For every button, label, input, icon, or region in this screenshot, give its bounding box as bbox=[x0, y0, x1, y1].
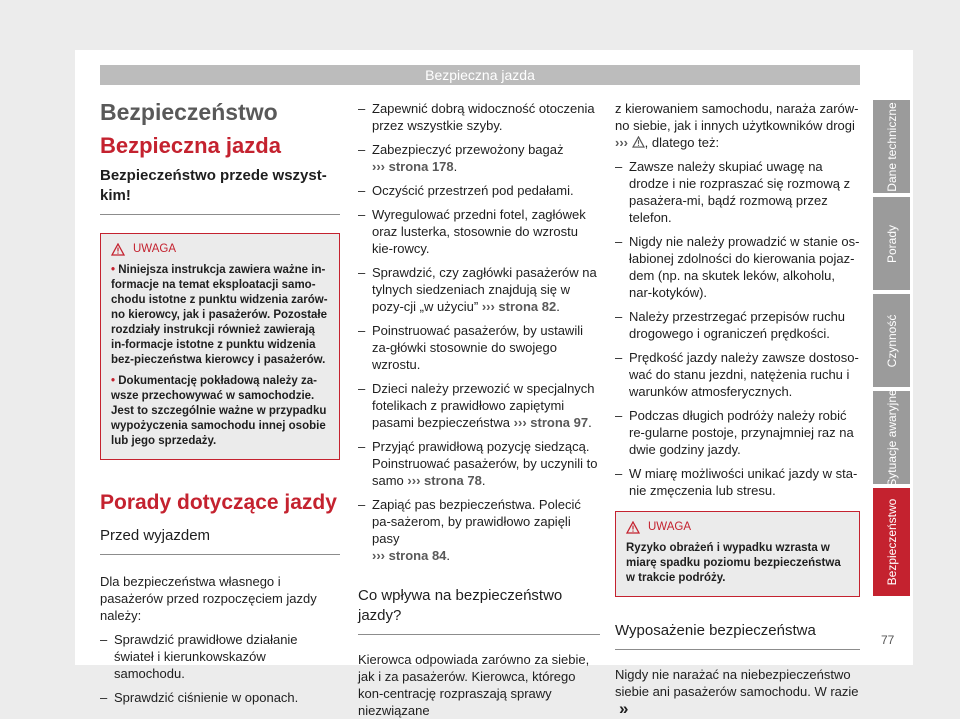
warning-paragraph: Niniejsza instrukcja zawiera ważne in-formacje na temat eksploatacji samo-chodu istotne z punktu widzenia zarów-no kierowcy, jak i pasażerów. Pozostałe rozdziały instrukcji również zawierają in-formacje istotne z punktu widzenia bez-pieczeństwa kierowcy i pasażerów. bbox=[111, 264, 328, 366]
column-2 bbox=[358, 100, 600, 719]
list-item: – Prędkość jazdy należy zawsze dostoso-wać do stanu jezdni, natężenia ruchu i warunków atmosferycznych. bbox=[615, 350, 859, 399]
list-item: – Należy przestrzegać przepisów ruchu drogowego i ograniczeń prędkości. bbox=[615, 309, 846, 341]
list-item: – Zapiąć pas bezpieczeństwa. Polecić pa-sażerom, by prawidłowo zapięli pasy ››› strona 84. bbox=[358, 497, 581, 563]
page-reference-link[interactable]: ››› strona 84 bbox=[372, 548, 447, 563]
tab-czynnosc[interactable]: Czynność bbox=[873, 294, 910, 387]
list-item: – Nigdy nie należy prowadzić w stanie os-łabionej zdolności do kierowania pojaz-dem (np. na skutek leków, alkoholu, nar-kotyków). bbox=[615, 234, 860, 300]
warning-label: UWAGA bbox=[648, 521, 692, 533]
body-paragraph: z kierowaniem samochodu, naraża zarów-no siebie, jak i innych użytkowników drogi bbox=[615, 101, 859, 133]
warning-triangle-icon bbox=[111, 243, 125, 256]
warning-box bbox=[615, 511, 860, 597]
list-item: – Sprawdzić, czy zagłówki pasażerów na tylnych siedzeniach znajdują się w pozy-cji „w użyciu” ››› strona 82. bbox=[358, 265, 597, 314]
tab-dane-techniczne[interactable]: Dane techniczne bbox=[873, 100, 910, 193]
section-banner: Bezpieczna jazda bbox=[100, 65, 860, 85]
body-paragraph: Kierowca odpowiada zarówno za siebie, jak i za pasażerów. Kierowca, którego kon-centrację rozpraszają sprawy niezwiązane bbox=[358, 652, 590, 718]
continue-arrow-icon: » bbox=[619, 699, 629, 718]
warning-reference-link[interactable]: ››› bbox=[615, 135, 628, 150]
section-title: Bezpieczna jazda bbox=[100, 133, 281, 158]
warning-triangle-icon bbox=[626, 521, 640, 534]
subsection-heading: Wyposażenie bezpieczeństwa bbox=[615, 621, 860, 650]
list-item: – Podczas długich podróży należy robić re-gularne postoje, przynajmniej raz na dwie godziny jazdy. bbox=[615, 408, 854, 457]
list-item: – Zabezpieczyć przewożony bagaż ››› strona 178. bbox=[358, 142, 564, 174]
list-item: – Sprawdzić ciśnienie w oponach. bbox=[100, 690, 299, 705]
list-item: – Sprawdzić prawidłowe działanie świateł i kierunkowskazów samochodu. bbox=[100, 632, 298, 681]
warning-box bbox=[100, 233, 340, 460]
list-item: – Dzieci należy przewozić w specjalnych fotelikach z prawidłowo zapiętymi pasami bezpieczeństwa ››› strona 97. bbox=[358, 381, 595, 430]
page-number: 77 bbox=[881, 633, 895, 647]
chapter-title: Bezpieczeństwo bbox=[100, 99, 278, 125]
section-heading: Porady dotyczące jazdy bbox=[100, 491, 337, 514]
column-3: z kierowaniem samochodu, naraża zarów-no siebie, jak i innych użytkowników drogi ››› , dlatego też: – Zawsze należy skupiać uwagę na drodze i nie rozpraszać się rozmową z pasażera-mi, bądź rozmową przez telefon. – Nigdy nie należy prowadzić w stanie os-łabionej zdolności do kierowania pojaz-dem (np. na skutek leków, alkoholu, nar-kotyków). – Należy przestrzegać przepisów ruchu drogowego i ograniczeń prędkości. – Prędkość jazdy należy zawsze dostoso-wać do stanu jezdni, natężenia ruchu i warunków atmosferycznych. – Podczas długich podróży należy robić re-gularne postoje, przynajmniej raz na dwie godziny jazdy. – W miarę możliwości unikać jazdy w sta-nie zmęczenia lub stresu. UWAGA Ryzyko obrażeń i wypadku wzrasta w miarę spadku poziomu bezpieczeństwa w trakcie podróży. Wyposażenie bezpieczeństwa Nigdy nie narażać na niebezpieczeństwo siebie ani pasażerów samochodu. W razie » bbox=[615, 101, 860, 718]
tab-sytuacje-awaryjne[interactable]: Sytuacje awaryjne bbox=[873, 391, 910, 484]
tab-porady[interactable]: Porady bbox=[873, 197, 910, 290]
list-item: – Zawsze należy skupiać uwagę na drodze i nie rozpraszać się rozmową z pasażera-mi, bądź rozmową przez telefon. bbox=[615, 159, 851, 225]
bullet-icon: • bbox=[111, 375, 116, 387]
column-1 bbox=[100, 100, 340, 713]
page-reference-link[interactable]: ››› strona 178 bbox=[372, 159, 454, 174]
page-reference-link[interactable]: ››› strona 82 bbox=[481, 299, 557, 314]
tab-bezpieczenstwo[interactable]: Bezpieczeństwo bbox=[873, 488, 910, 596]
page-reference-link[interactable]: ››› strona 97 bbox=[513, 415, 589, 430]
list-item: – Oczyścić przestrzeń pod pedałami. bbox=[358, 183, 574, 198]
warning-paragraph: Ryzyko obrażeń i wypadku wzrasta w miarę spadku poziomu bezpieczeństwa w trakcie podróży. bbox=[626, 542, 841, 584]
list-item: – Poinstruować pasażerów, by ustawili za-główki stosownie do swojego wzrostu. bbox=[358, 323, 583, 372]
intro-paragraph: Dla bezpieczeństwa własnego i pasażerów przed rozpoczęciem jazdy należy: bbox=[100, 574, 317, 623]
list-item: – W miarę możliwości unikać jazdy w sta-nie zmęczenia lub stresu. bbox=[615, 466, 858, 498]
warning-header bbox=[626, 520, 849, 535]
warning-triangle-icon bbox=[632, 136, 645, 148]
subsection-heading: Przed wyjazdem bbox=[100, 526, 340, 555]
warning-label: UWAGA bbox=[133, 243, 177, 255]
list-item: – Wyregulować przedni fotel, zagłówek oraz lusterka, stosownie do wzrostu kie-rowcy. bbox=[358, 207, 586, 256]
page-reference-link[interactable]: ››› strona 78 bbox=[407, 473, 482, 488]
body-paragraph: Nigdy nie narażać na niebezpieczeństwo siebie ani pasażerów samochodu. W razie bbox=[615, 667, 859, 699]
warning-header bbox=[111, 242, 329, 257]
warning-paragraph: Dokumentację pokładową należy za-wsze przechowywać w samochodzie. Jest to szczególnie ważne w przypadku wypożyczenia samochodu innej osobie lub jego sprzedaży. bbox=[111, 375, 327, 447]
bullet-icon: • bbox=[111, 264, 116, 276]
list-item: – Przyjąć prawidłową pozycję siedzącą. Poinstruować pasażerów, by uczynili to samo ››› strona 78. bbox=[358, 439, 598, 488]
subsection-heading: Bezpieczeństwo przede wszyst- kim! bbox=[100, 166, 340, 215]
list-item: – Zapewnić dobrą widoczność otoczenia przez wszystkie szyby. bbox=[358, 101, 595, 133]
subsection-heading: Co wpływa na bezpieczeństwo jazdy? bbox=[358, 586, 600, 635]
